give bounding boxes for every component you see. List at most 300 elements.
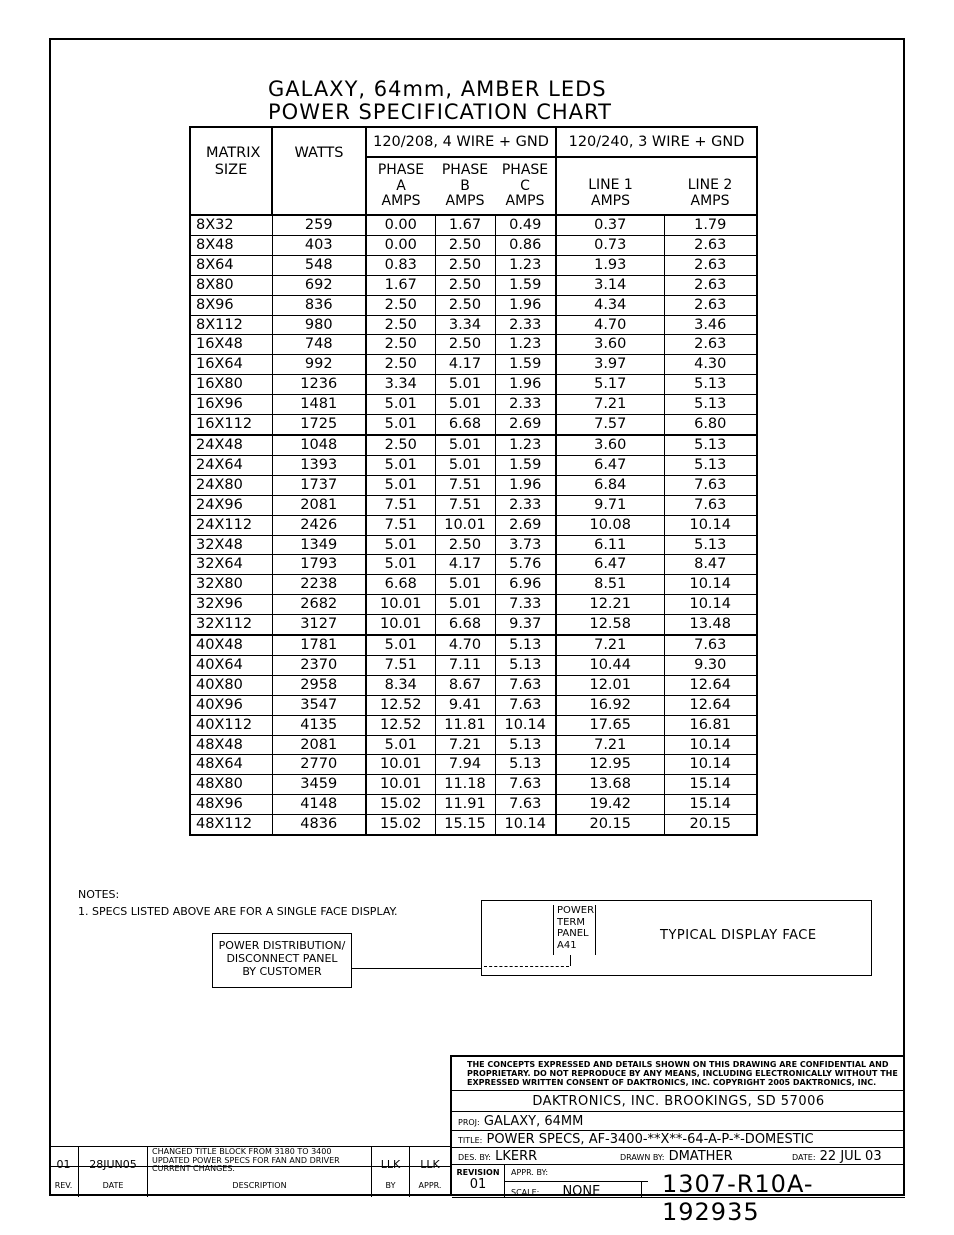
table-cell: 10.44 [556, 655, 664, 675]
table-cell: 1.59 [495, 355, 556, 375]
header-line-2: LINE 2 AMPS [664, 157, 757, 215]
table-row [190, 435, 757, 455]
table-cell: 7.63 [495, 795, 556, 815]
title-block [450, 1055, 905, 1226]
table-cell: 10.01 [366, 615, 435, 635]
pd-line-2: DISCONNECT PANEL [226, 952, 338, 965]
table-row [190, 455, 757, 475]
table-cell: 32X80 [190, 575, 272, 595]
date-label: DATE: [792, 1153, 816, 1162]
rev-header-desc: DESCRIPTION [232, 1181, 287, 1190]
table-cell: 12.58 [556, 615, 664, 635]
table-cell: 12.21 [556, 595, 664, 615]
table-cell: 7.51 [435, 475, 495, 495]
table-cell: 5.01 [435, 595, 495, 615]
table-cell: 8X80 [190, 275, 272, 295]
table-cell: 5.13 [495, 635, 556, 655]
table-cell: 1.96 [495, 295, 556, 315]
rev-by: LLK [380, 1158, 401, 1171]
table-cell: 4.30 [664, 355, 757, 375]
table-cell: 2958 [272, 675, 366, 695]
table-cell: 4.17 [435, 555, 495, 575]
table-cell: 8.67 [435, 675, 495, 695]
table-cell: 16X64 [190, 355, 272, 375]
table-row [190, 515, 757, 535]
table-cell: 48X112 [190, 815, 272, 835]
table-cell: 7.63 [664, 495, 757, 515]
table-cell: 7.94 [435, 755, 495, 775]
table-cell: 2.69 [495, 415, 556, 435]
revision-block [49, 1146, 450, 1196]
header-watts: WATTS [272, 127, 366, 215]
table-cell: 8.47 [664, 555, 757, 575]
table-row [190, 475, 757, 495]
rev-value: 01 [56, 1158, 71, 1171]
table-cell: 748 [272, 335, 366, 355]
table-cell: 4836 [272, 815, 366, 835]
table-cell: 1.79 [664, 215, 757, 235]
table-cell: 7.21 [556, 635, 664, 655]
header-phase-c: PHASE C AMPS [495, 157, 556, 215]
table-cell: 0.37 [556, 215, 664, 235]
table-cell: 10.01 [366, 775, 435, 795]
table-cell: 3.60 [556, 335, 664, 355]
table-row [190, 415, 757, 435]
table-cell: 9.71 [556, 495, 664, 515]
table-cell: 10.14 [664, 755, 757, 775]
table-cell: 1725 [272, 415, 366, 435]
table-cell: 5.01 [435, 575, 495, 595]
table-cell: 1793 [272, 555, 366, 575]
proj-value: GALAXY, 64MM [483, 1114, 584, 1129]
table-cell: 5.17 [556, 375, 664, 395]
table-cell: 12.52 [366, 695, 435, 715]
table-cell: 1393 [272, 455, 366, 475]
table-cell: 8X32 [190, 215, 272, 235]
table-cell: 3459 [272, 775, 366, 795]
table-cell: 1481 [272, 395, 366, 415]
table-cell: 2426 [272, 515, 366, 535]
table-row [190, 575, 757, 595]
table-cell: 2.63 [664, 335, 757, 355]
table-cell: 7.57 [556, 415, 664, 435]
table-cell: 48X48 [190, 735, 272, 755]
table-cell: 3547 [272, 695, 366, 715]
table-cell: 5.01 [435, 455, 495, 475]
table-cell: 40X64 [190, 655, 272, 675]
table-cell: 2.50 [435, 335, 495, 355]
table-cell: 48X96 [190, 795, 272, 815]
table-row [190, 255, 757, 275]
table-cell: 5.13 [664, 455, 757, 475]
table-cell: 4.17 [435, 355, 495, 375]
table-cell: 4135 [272, 715, 366, 735]
term-line-1: POWER [557, 905, 595, 916]
table-cell: 0.86 [495, 235, 556, 255]
table-cell: 3.46 [664, 315, 757, 335]
table-cell: 17.65 [556, 715, 664, 735]
header-matrix-size: MATRIX SIZE [190, 127, 272, 215]
table-cell: 8X64 [190, 255, 272, 275]
table-cell: 259 [272, 215, 366, 235]
table-cell: 2.63 [664, 275, 757, 295]
table-row [190, 275, 757, 295]
table-cell: 3.73 [495, 535, 556, 555]
title-line-1: GALAXY, 64mm, AMBER LEDS [268, 77, 607, 101]
table-row [190, 695, 757, 715]
rev-appr: LLK [420, 1158, 440, 1171]
scale-value: NONE [562, 1184, 601, 1199]
dashed-drop [570, 955, 571, 966]
table-cell: 2.50 [435, 235, 495, 255]
rev-header-date: DATE [102, 1181, 124, 1190]
drawn-label: DRAWN BY: [620, 1153, 665, 1162]
revision-value: 01 [469, 1177, 487, 1192]
table-row [190, 555, 757, 575]
table-cell: 10.01 [366, 595, 435, 615]
table-cell: 10.01 [435, 515, 495, 535]
title-row [452, 1131, 905, 1148]
table-cell: 10.14 [664, 735, 757, 755]
term-line-3: PANEL [557, 928, 589, 939]
header-phase-b: PHASE B AMPS [435, 157, 495, 215]
table-cell: 5.01 [366, 455, 435, 475]
table-cell: 24X112 [190, 515, 272, 535]
table-cell: 2.63 [664, 235, 757, 255]
table-cell: 2.33 [495, 495, 556, 515]
table-cell: 0.00 [366, 235, 435, 255]
table-cell: 24X96 [190, 495, 272, 515]
table-cell: 2682 [272, 595, 366, 615]
table-cell: 692 [272, 275, 366, 295]
table-cell: 7.63 [664, 635, 757, 655]
table-cell: 836 [272, 295, 366, 315]
table-cell: 16X96 [190, 395, 272, 415]
table-cell: 6.47 [556, 555, 664, 575]
table-cell: 5.13 [664, 395, 757, 415]
table-cell: 24X48 [190, 435, 272, 455]
table-row [190, 235, 757, 255]
table-cell: 1048 [272, 435, 366, 455]
table-row [190, 595, 757, 615]
notes [78, 886, 397, 920]
table-cell: 5.13 [495, 655, 556, 675]
table-cell: 0.00 [366, 215, 435, 235]
des-label: DES. BY: [458, 1153, 491, 1162]
table-cell: 1781 [272, 635, 366, 655]
table-cell: 5.13 [495, 735, 556, 755]
table-cell: 5.01 [366, 475, 435, 495]
table-cell: 10.14 [495, 715, 556, 735]
table-cell: 11.81 [435, 715, 495, 735]
table-cell: 16.81 [664, 715, 757, 735]
table-cell: 7.63 [495, 695, 556, 715]
term-line-4: A41 [557, 939, 577, 951]
table-row [190, 535, 757, 555]
date-group [792, 1148, 882, 1166]
table-cell: 10.14 [664, 595, 757, 615]
table-cell: 12.95 [556, 755, 664, 775]
table-cell: 5.01 [366, 535, 435, 555]
display-face-label: TYPICAL DISPLAY FACE [660, 928, 817, 943]
table-cell: 2.50 [366, 335, 435, 355]
table-header [190, 127, 757, 215]
table-cell: 2.50 [435, 275, 495, 295]
power-term-panel [553, 905, 596, 955]
bottom-row [452, 1165, 905, 1226]
table-cell: 20.15 [556, 815, 664, 835]
table-cell: 2.50 [366, 315, 435, 335]
table-cell: 13.48 [664, 615, 757, 635]
table-row [190, 335, 757, 355]
table-cell: 2.50 [435, 295, 495, 315]
table-cell: 5.76 [495, 555, 556, 575]
table-cell: 2.50 [435, 255, 495, 275]
table-cell: 1349 [272, 535, 366, 555]
table-row [190, 355, 757, 375]
date-value: 22 JUL 03 [819, 1149, 882, 1164]
dashed-line [484, 966, 569, 967]
table-cell: 6.11 [556, 535, 664, 555]
table-cell: 2370 [272, 655, 366, 675]
table-cell: 2.50 [366, 295, 435, 315]
table-cell: 1.59 [495, 275, 556, 295]
table-cell: 3.97 [556, 355, 664, 375]
table-cell: 5.13 [664, 535, 757, 555]
table-cell: 4.70 [435, 635, 495, 655]
table-cell: 40X48 [190, 635, 272, 655]
designer-row [452, 1148, 905, 1165]
table-cell: 32X48 [190, 535, 272, 555]
project-row [452, 1112, 905, 1131]
table-cell: 32X112 [190, 615, 272, 635]
table-cell: 1.23 [495, 435, 556, 455]
table-cell: 10.01 [366, 755, 435, 775]
des-value: LKERR [495, 1149, 538, 1164]
table-cell: 13.68 [556, 775, 664, 795]
table-cell: 1.59 [495, 455, 556, 475]
table-cell: 2081 [272, 735, 366, 755]
revision-cell [452, 1165, 505, 1198]
table-cell: 7.33 [495, 595, 556, 615]
table-cell: 980 [272, 315, 366, 335]
table-cell: 10.08 [556, 515, 664, 535]
table-cell: 5.01 [366, 735, 435, 755]
table-cell: 40X96 [190, 695, 272, 715]
table-cell: 10.14 [664, 515, 757, 535]
table-cell: 40X80 [190, 675, 272, 695]
table-cell: 48X64 [190, 755, 272, 775]
table-cell: 0.83 [366, 255, 435, 275]
table-cell: 2.63 [664, 295, 757, 315]
power-distribution-box [212, 933, 352, 988]
header-group-208: 120/208, 4 WIRE + GND [366, 127, 556, 157]
table-cell: 2770 [272, 755, 366, 775]
table-cell: 8.51 [556, 575, 664, 595]
scale-cell [505, 1182, 642, 1198]
table-cell: 548 [272, 255, 366, 275]
table-cell: 5.01 [366, 415, 435, 435]
table-cell: 20.15 [664, 815, 757, 835]
table-body [190, 215, 757, 835]
header-phase-a: PHASE A AMPS [366, 157, 435, 215]
rev-header-by: BY [385, 1181, 396, 1190]
table-cell: 3.34 [366, 375, 435, 395]
table-cell: 6.68 [435, 415, 495, 435]
table-cell: 16X80 [190, 375, 272, 395]
table-row [190, 615, 757, 635]
table-row [190, 655, 757, 675]
table-cell: 1.93 [556, 255, 664, 275]
term-line-2: TERM [557, 916, 586, 928]
rev-date: 28JUN05 [89, 1158, 137, 1171]
table-cell: 3.14 [556, 275, 664, 295]
table-cell: 15.14 [664, 795, 757, 815]
table-cell: 9.30 [664, 655, 757, 675]
table-cell: 5.13 [495, 755, 556, 775]
table-cell: 2081 [272, 495, 366, 515]
table-cell: 12.64 [664, 695, 757, 715]
table-cell: 2.50 [366, 355, 435, 375]
drawing-number: 1307-R10A-192935 [662, 1170, 814, 1226]
table-cell: 9.37 [495, 615, 556, 635]
table-cell: 12.52 [366, 715, 435, 735]
table-cell: 2.50 [366, 435, 435, 455]
table-cell: 6.68 [435, 615, 495, 635]
table-row [190, 675, 757, 695]
table-cell: 4148 [272, 795, 366, 815]
table-cell: 9.41 [435, 695, 495, 715]
notes-heading: NOTES: [78, 888, 120, 901]
note-item-1: 1. SPECS LISTED ABOVE ARE FOR A SINGLE FACE DISPLAY. [78, 905, 398, 918]
table-cell: 4.34 [556, 295, 664, 315]
table-cell: 7.21 [556, 735, 664, 755]
table-cell: 5.01 [366, 395, 435, 415]
drawn-group [620, 1148, 733, 1166]
table-cell: 7.11 [435, 655, 495, 675]
table-row [190, 715, 757, 735]
table-cell: 2.50 [435, 535, 495, 555]
title-value: POWER SPECS, AF-3400-**X**-64-A-P-*-DOMESTIC [486, 1132, 814, 1147]
table-cell: 12.01 [556, 675, 664, 695]
scale-label: SCALE: [511, 1188, 540, 1197]
table-cell: 8X48 [190, 235, 272, 255]
table-cell: 48X80 [190, 775, 272, 795]
table-row [190, 375, 757, 395]
title-label: TITLE: [458, 1136, 483, 1145]
table-cell: 7.21 [435, 735, 495, 755]
table-cell: 32X96 [190, 595, 272, 615]
table-cell: 7.51 [366, 515, 435, 535]
revision-label: REVISION [456, 1168, 500, 1177]
table-cell: 1236 [272, 375, 366, 395]
table-cell: 5.01 [435, 375, 495, 395]
appr-label: APPR. BY: [505, 1165, 648, 1182]
table-cell: 2238 [272, 575, 366, 595]
table-cell: 7.51 [366, 495, 435, 515]
table-cell: 7.63 [495, 675, 556, 695]
table-row [190, 775, 757, 795]
chart-title [268, 78, 612, 124]
header-line-1: LINE 1 AMPS [556, 157, 664, 215]
table-cell: 15.02 [366, 815, 435, 835]
table-cell: 6.96 [495, 575, 556, 595]
pd-line-1: POWER DISTRIBUTION/ [218, 939, 346, 952]
proj-label: PROJ: [458, 1118, 480, 1127]
table-cell: 10.14 [495, 815, 556, 835]
table-cell: 3127 [272, 615, 366, 635]
table-cell: 15.14 [664, 775, 757, 795]
table-cell: 1.96 [495, 375, 556, 395]
table-cell: 2.69 [495, 515, 556, 535]
table-cell: 7.51 [366, 655, 435, 675]
drawn-value: DMATHER [668, 1149, 733, 1164]
table-cell: 16.92 [556, 695, 664, 715]
table-cell: 5.01 [435, 435, 495, 455]
table-cell: 8.34 [366, 675, 435, 695]
table-cell: 32X64 [190, 555, 272, 575]
table-row [190, 495, 757, 515]
table-cell: 8X96 [190, 295, 272, 315]
table-row [190, 315, 757, 335]
table-cell: 2.33 [495, 395, 556, 415]
table-cell: 7.63 [664, 475, 757, 495]
rev-header-appr: APPR. [418, 1181, 442, 1190]
table-cell: 403 [272, 235, 366, 255]
table-cell: 6.80 [664, 415, 757, 435]
table-cell: 5.01 [366, 635, 435, 655]
table-row [190, 215, 757, 235]
table-cell: 0.73 [556, 235, 664, 255]
table-cell: 3.34 [435, 315, 495, 335]
table-cell: 19.42 [556, 795, 664, 815]
table-row [190, 755, 757, 775]
table-cell: 12.64 [664, 675, 757, 695]
table-cell: 4.70 [556, 315, 664, 335]
table-cell: 5.13 [664, 375, 757, 395]
table-cell: 24X80 [190, 475, 272, 495]
table-cell: 15.02 [366, 795, 435, 815]
table-cell: 6.68 [366, 575, 435, 595]
table-cell: 15.15 [435, 815, 495, 835]
table-cell: 5.01 [366, 555, 435, 575]
table-cell: 7.51 [435, 495, 495, 515]
pd-line-3: BY CUSTOMER [242, 965, 322, 978]
company-line: DAKTRONICS, INC. BROOKINGS, SD 57006 [452, 1091, 905, 1112]
table-row [190, 795, 757, 815]
table-cell: 1.96 [495, 475, 556, 495]
table-cell: 11.91 [435, 795, 495, 815]
table-cell: 1.23 [495, 335, 556, 355]
table-cell: 1.67 [435, 215, 495, 235]
confidential-notice: THE CONCEPTS EXPRESSED AND DETAILS SHOWN ON THIS DRAWING ARE CONFIDENTIAL AND PROPRIETARY. DO NOT REPRODUCE BY ANY MEANS, INCLUDING ELECTRONICALLY WITHOUT THE EXPRESSED WRITTEN CONSENT OF DAKTRONICS, INC. COPYRIGHT 2005 DAKTRONICS, INC. [452, 1057, 905, 1091]
table-cell: 1737 [272, 475, 366, 495]
table-cell: 2.33 [495, 315, 556, 335]
table-cell: 5.13 [664, 435, 757, 455]
table-cell: 0.49 [495, 215, 556, 235]
table-cell: 11.18 [435, 775, 495, 795]
table-cell: 6.84 [556, 475, 664, 495]
table-row [190, 735, 757, 755]
table-cell: 7.63 [495, 775, 556, 795]
table-row [190, 295, 757, 315]
table-cell: 1.23 [495, 255, 556, 275]
connection-line [352, 968, 481, 969]
table-row [190, 815, 757, 835]
table-cell: 5.01 [435, 395, 495, 415]
table-cell: 7.21 [556, 395, 664, 415]
table-cell: 8X112 [190, 315, 272, 335]
